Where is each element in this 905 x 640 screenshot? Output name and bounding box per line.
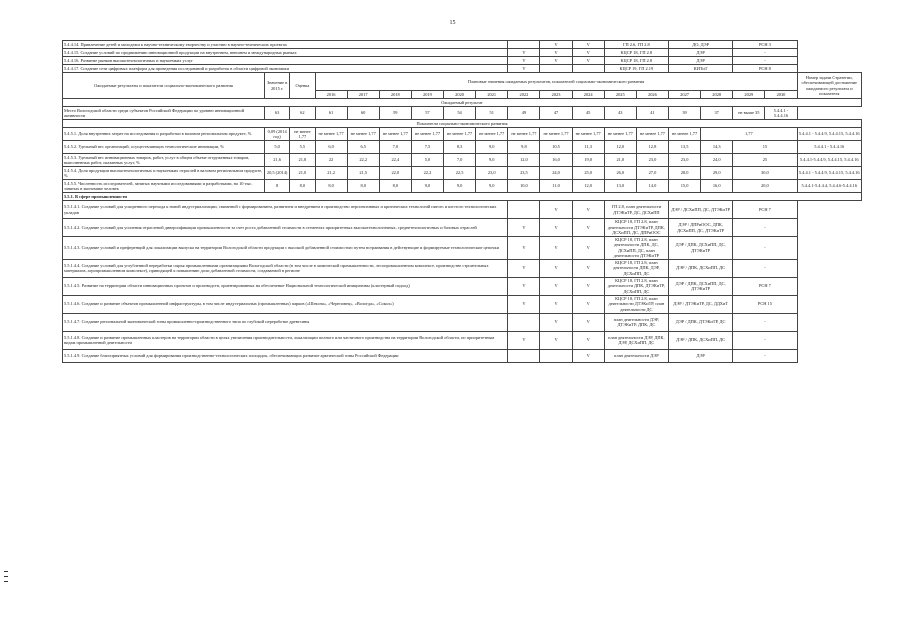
margin-mark <box>4 581 8 582</box>
instrument-docs: КЦСР 18, ГП 2.8, план деятельности ДТЭКиТР, ДПК, ДСХиПП, ДС, ДПРиООС <box>604 219 668 237</box>
section-expected-result: Ожидаемый результат <box>63 99 862 107</box>
header-estimate: Оценка <box>290 73 315 99</box>
year-value: 13,5 <box>669 141 701 154</box>
table-row <box>63 201 862 219</box>
period-2-mark: V <box>540 41 572 49</box>
year-value: 54 <box>444 107 476 120</box>
year-2029: 2029 <box>733 91 765 99</box>
year-value: 10,0 <box>508 180 540 193</box>
period-1-mark <box>508 349 540 362</box>
period-2-mark <box>540 65 572 73</box>
year-value: 51 <box>476 107 508 120</box>
year-value: 23,0 <box>669 154 701 167</box>
year-2019: 2019 <box>411 91 443 99</box>
year-value: 23,0 <box>476 167 508 180</box>
responsible-bodies: КИТиТ <box>669 65 733 73</box>
year-value: 7,5 <box>411 141 443 154</box>
pcn-code: РСН 3 <box>733 41 797 49</box>
year-value: 60 <box>347 107 379 120</box>
table-row <box>63 295 862 313</box>
pcn-code: РСН 8 <box>733 65 797 73</box>
period-2-mark: V <box>540 313 572 331</box>
value-estimate: 5,5 <box>290 141 315 154</box>
year-value: 59 <box>379 107 411 120</box>
year-value: 61 <box>315 107 347 120</box>
pcn-code: РСН 7 <box>733 201 797 219</box>
period-1-mark: V <box>508 331 540 349</box>
year-value: 30,0 <box>733 167 797 180</box>
year-value: не менее 1,77 <box>476 128 508 141</box>
year-value: 37 <box>701 107 733 120</box>
year-value: 12,0 <box>508 154 540 167</box>
year-value: 9,8 <box>508 141 540 154</box>
action-text: 5.5.1.4.5. Развитие на территории области инновационных проектов и производств, ориентированных на обеспечение Национальной технологической инициативы (кластерный подход) <box>63 277 508 295</box>
year-2021: 2021 <box>476 91 508 99</box>
year-value: 22,4 <box>379 154 411 167</box>
value-estimate: 21,8 <box>290 154 315 167</box>
table-row <box>63 141 862 154</box>
year-value: 25,0 <box>572 167 604 180</box>
header-task-numbers: Номер задачи Стратегии, обеспечивающей достижение ожидаемого результата и показателя <box>797 73 861 99</box>
year-value: 9,0 <box>444 180 476 193</box>
year-value: 15,0 <box>669 180 701 193</box>
year-value: 7,0 <box>379 141 411 154</box>
table-row <box>63 219 862 237</box>
table-row <box>63 49 862 57</box>
year-value: 27,0 <box>636 167 668 180</box>
section-row <box>63 120 862 128</box>
responsible-bodies: ДЭР / ДПК, ДСХиПП, ДС, ДТЭКиТР <box>669 237 733 260</box>
header-main-values: Плановые значения ожидаемых результатов, показателей социально-экономического развития <box>315 73 797 91</box>
year-value: 15 <box>733 141 797 154</box>
year-value: 29,0 <box>701 167 733 180</box>
period-3-mark: V <box>572 237 604 260</box>
year-value: 12,0 <box>572 180 604 193</box>
instrument-docs: ГП 2.6, ГП 2.8 <box>604 41 668 49</box>
year-value: 23,0 <box>636 154 668 167</box>
table-row <box>63 41 862 49</box>
value-2015: 0,09 (2014 год) <box>265 128 290 141</box>
period-1-mark: V <box>508 295 540 313</box>
period-2-mark: V <box>540 295 572 313</box>
period-3-mark: V <box>572 49 604 57</box>
action-text: 5.4.4.17. Создание сети цифровых платформ для проведения исследований и разработок в области цифровой экономики <box>63 65 508 73</box>
action-text: 5.5.1.4.8. Создание и развитие промышленных кластеров на территории области в целях увеличения производительности, локализации полного или частичного производства на территории Вологодской области, по приоритетным видам промышленной деятельности <box>63 331 508 349</box>
year-value: 24,0 <box>701 154 733 167</box>
table-row <box>63 180 862 193</box>
period-1-mark: V <box>508 57 540 65</box>
year-value: не менее 1,77 <box>347 128 379 141</box>
year-2027: 2027 <box>669 91 701 99</box>
period-2-mark: V <box>540 331 572 349</box>
year-value: не менее 1,77 <box>604 128 636 141</box>
indicator-label: 5.4.5.1. Доля внутренних затрат на исследования и разработки в валовом региональном продукте, % <box>63 128 265 141</box>
responsible-bodies: ДЭР / ДПК, ДТЭКиТР, ДС <box>669 313 733 331</box>
task-numbers: 5.4.4.1 - 5.4.4.9, 5.4.4.15, 5.4.4.16 <box>797 167 861 180</box>
action-text: 5.4.4.15. Создание условий по продвижению инновационной продукции на внутреннем, внешнем и международных рынках <box>63 49 508 57</box>
year-value: 22,0 <box>379 167 411 180</box>
year-value: 47 <box>540 107 572 120</box>
table-row <box>63 128 862 141</box>
instrument-docs: КЦСР 18, ГП 2.8 <box>604 49 668 57</box>
instrument-docs: КЦСР 18, ГП 2.8, план деятельности ДТЭКиТР, план деятельности ДС <box>604 295 668 313</box>
period-3-mark: V <box>572 41 604 49</box>
section-industry: 5.5.1. В сфере промышленности <box>63 193 862 201</box>
year-value: 10,5 <box>540 141 572 154</box>
year-2024: 2024 <box>572 91 604 99</box>
period-3-mark: V <box>572 295 604 313</box>
instrument-docs: план деятельности ДЭР <box>604 349 668 362</box>
pcn-code: - <box>733 219 797 237</box>
year-value: 22 <box>315 154 347 167</box>
year-value: 9,0 <box>476 141 508 154</box>
year-value: не менее 1,77 <box>508 128 540 141</box>
table-row <box>63 349 862 362</box>
responsible-bodies: ДЭР / ДСХиПП, ДС, ДТЭКиТР <box>669 201 733 219</box>
document-sheet <box>62 40 862 363</box>
table-row <box>63 313 862 331</box>
period-1-mark: V <box>508 65 540 73</box>
year-value: 39 <box>669 107 701 120</box>
value-estimate: 8,0 <box>290 180 315 193</box>
header-value-2015: Значение в 2015 г. <box>265 73 290 99</box>
year-value: 26,0 <box>604 167 636 180</box>
year-value: 14,0 <box>636 180 668 193</box>
year-value: 16,0 <box>540 154 572 167</box>
year-2025: 2025 <box>604 91 636 99</box>
responsible-bodies: ДЭР / ДПК, ДСХиПП, ДС <box>669 259 733 277</box>
pcn-code: - <box>733 349 797 362</box>
year-value: 23,5 <box>508 167 540 180</box>
margin-mark <box>4 576 8 577</box>
period-3-mark: V <box>572 201 604 219</box>
value-2015: 63 <box>265 107 290 120</box>
year-value: 57 <box>411 107 443 120</box>
period-3-mark: V <box>572 313 604 331</box>
year-2028: 2028 <box>701 91 733 99</box>
value-estimate: не менее 1,77 <box>290 128 315 141</box>
period-1-mark: V <box>508 277 540 295</box>
section-indicators: Показатели социально-экономического развития <box>63 120 862 128</box>
year-value: 8,0 <box>379 180 411 193</box>
year-value: 21,5 <box>347 167 379 180</box>
year-value: 11,0 <box>540 180 572 193</box>
responsible-bodies: ДЭР <box>669 49 733 57</box>
year-2030: 2030 <box>765 91 797 99</box>
period-2-mark: V <box>540 57 572 65</box>
period-1-mark: V <box>508 237 540 260</box>
year-value: не менее 1,77 <box>315 128 347 141</box>
task-numbers: 5.4.4.1 - 5.4.4.16 <box>797 141 861 154</box>
table-row <box>63 65 862 73</box>
period-1-mark: V <box>508 49 540 57</box>
responsible-bodies: ДО, ДЭР <box>669 41 733 49</box>
year-2023: 2023 <box>540 91 572 99</box>
pcn-code: РСН 7 <box>733 277 797 295</box>
year-value: не менее 1,77 <box>540 128 572 141</box>
value-estimate: 21,0 <box>290 167 315 180</box>
table-row <box>63 259 862 277</box>
instrument-docs: план деятельности ДЭР, ДТЭКиТР, ДПК, ДС <box>604 313 668 331</box>
action-text: 5.5.1.4.6. Создание и развитие объектов промышленной инфраструктуры, в том числе индустриальных (промышленных) парков («Шексна», «Череповец», «Вологда», «Сокол») <box>63 295 508 313</box>
period-2-mark: V <box>540 49 572 57</box>
year-value: 9,0 <box>476 154 508 167</box>
period-2-mark: V <box>540 259 572 277</box>
year-value: 11,3 <box>572 141 604 154</box>
instrument-docs: КЦСР 18, ГП 2.8, план деятельности ДПК, ДЭР, ДСХиПП, ДС <box>604 259 668 277</box>
year-value: 6,5 <box>347 141 379 154</box>
year-value: не менее 1,77 <box>572 128 604 141</box>
task-numbers: 5.4.4.1-5.4.4.4, 5.4.4.6-5.4.4.16 <box>797 180 861 193</box>
pcn-code: - <box>733 237 797 260</box>
year-value: 9,0 <box>476 180 508 193</box>
year-value: 16,0 <box>701 180 733 193</box>
page-number: 15 <box>449 20 456 26</box>
table-row <box>63 237 862 260</box>
pcn-code: РСН 15 <box>733 295 797 313</box>
indicator-label: 5.4.5.5. Численность исследователей, занятых научными исследованиями и разработками, на 10 тыс. занятых в экономике человек <box>63 180 265 193</box>
responsible-bodies: ДЭР / ДПК, ДСХиПП, ДС, ДТЭКиТР <box>669 277 733 295</box>
year-value: 12,0 <box>604 141 636 154</box>
indicator-label: 5.4.5.3. Удельный вес инновационных товаров, работ, услуг в общем объеме отгруженных товаров, выполненных работ, оказанных услуг, % <box>63 154 265 167</box>
period-3-mark: V <box>572 349 604 362</box>
period-3-mark <box>572 65 604 73</box>
table-row <box>63 154 862 167</box>
period-2-mark: V <box>540 237 572 260</box>
period-3-mark: V <box>572 331 604 349</box>
indicator-label: 5.4.5.2. Удельный вес организаций, осуществляющих технологические инновации, % <box>63 141 265 154</box>
action-text: 5.5.1.4.7. Создание региональной экономической зоны промышленно-производственного типа по глубокой переработке древесины <box>63 313 508 331</box>
action-text: 5.4.4.16. Развитие рынков высокотехнологичных и наукоемких услуг <box>63 57 508 65</box>
period-1-mark <box>508 201 540 219</box>
table-row <box>63 107 862 120</box>
year-value: 25 <box>733 154 797 167</box>
period-1-mark <box>508 41 540 49</box>
instrument-docs: КЦСР 18, ГП 2.8, план деятельности ДПК, ДС, ДСХиПП, ДС, план деятельности ДТЭКиТР <box>604 237 668 260</box>
year-value: 19,0 <box>572 154 604 167</box>
period-2-mark: V <box>540 219 572 237</box>
section-row <box>63 193 862 201</box>
period-1-mark: V <box>508 259 540 277</box>
year-value: 21,0 <box>604 154 636 167</box>
year-value: 22,2 <box>411 167 443 180</box>
table-row <box>63 331 862 349</box>
year-value: 8,0 <box>315 180 347 193</box>
period-1-mark: V <box>508 219 540 237</box>
responsible-bodies: ДЭР <box>669 57 733 65</box>
year-2020: 2020 <box>444 91 476 99</box>
period-3-mark: V <box>572 277 604 295</box>
year-value: 22,2 <box>347 154 379 167</box>
year-value: не менее 1,77 <box>379 128 411 141</box>
indicator-label: Место Вологодской области среди субъектов Российской Федерации по уровню инновационной активности <box>63 107 265 120</box>
period-3-mark: V <box>572 259 604 277</box>
year-value: 20,0 <box>733 180 797 193</box>
year-value: не менее 1,77 <box>444 128 476 141</box>
year-value: 13,0 <box>604 180 636 193</box>
pcn-code: - <box>733 49 797 57</box>
period-1-mark <box>508 313 540 331</box>
table-row <box>63 277 862 295</box>
task-numbers: 5.4.4.1 - 5.4.4.16 <box>765 107 797 120</box>
margin-mark <box>4 571 8 572</box>
action-text: 5.5.1.4.4. Создание условий для углубленной переработки сырья промышленными организациями Вологодской области (в том числе в химической промышленности, лесопромышленном комплексе, производстве строительных материалов, агропромышленном комплексе), приводящей к повышению доли добавленной стоимости, создаваемой в регионе <box>63 259 508 277</box>
action-text: 5.5.1.4.3. Создание условий и преференций для локализации выпуска на территории Вологодской области продукции с высокой добавленной стоимостью путем встраивания в действующие и формируемые технологические цепочки <box>63 237 508 260</box>
year-value: 43 <box>604 107 636 120</box>
period-2-mark: V <box>540 201 572 219</box>
year-value: 14,3 <box>701 141 733 154</box>
year-2018: 2018 <box>379 91 411 99</box>
year-value: 49 <box>508 107 540 120</box>
responsible-bodies: ДЭР / ДПК, ДСХиПП, ДС <box>669 331 733 349</box>
instrument-docs: план деятельности ДЭР, ДПК, ДЭР, ДСХиПП, ДС <box>604 331 668 349</box>
year-value: не менее 1,77 <box>669 128 701 141</box>
indicator-label: 5.4.5.4. Доля продукции высокотехнологичных и наукоемких отраслей в валовом региональном продукте, % <box>63 167 265 180</box>
action-text: 5.5.1.4.2. Создание условий для усиления отраслевой диверсификации промышленности за счет роста добавленной стоимости в сегментах приоритетных высокотехнологичных, среднетехнологичных и базовых отраслей <box>63 219 508 237</box>
responsible-bodies: ДЭР / ДТЭКиТР, ДС, ДДХиТ <box>669 295 733 313</box>
year-value: 22,5 <box>444 167 476 180</box>
action-text: 5.5.1.4.1. Создание условий для ускоренного перехода к новой индустриализации, связанной с формированием, развитием и внедрением в производство перспективных и критических технологий пятого и шестого технологических укладов <box>63 201 508 219</box>
year-value: 45 <box>572 107 604 120</box>
value-2015: 8 <box>265 180 290 193</box>
responsible-bodies: ДЭР <box>669 349 733 362</box>
value-2015: 21,6 <box>265 154 290 167</box>
year-2016: 2016 <box>315 91 347 99</box>
table-row <box>63 57 862 65</box>
pcn-code: - <box>733 259 797 277</box>
period-3-mark: V <box>572 219 604 237</box>
year-value: не выше 35 <box>733 107 765 120</box>
year-2017: 2017 <box>347 91 379 99</box>
instrument-docs: КЦСР 19, ГП 2.19 <box>604 65 668 73</box>
instrument-docs: ГП 2.8, план деятельности ДТЭКиТР, ДС, ДСХиПП <box>604 201 668 219</box>
instrument-docs: КЦСР 18, ГП 2.8 <box>604 57 668 65</box>
year-value: 8,0 <box>347 180 379 193</box>
value-2015: 20,5 (2014) <box>265 167 290 180</box>
header-expected-results: Ожидаемые результаты и показатели социально-экономического развития <box>63 73 265 99</box>
year-2022: 2022 <box>508 91 540 99</box>
value-2015: 5,0 <box>265 141 290 154</box>
period-3-mark: V <box>572 57 604 65</box>
period-2-mark: V <box>540 277 572 295</box>
year-value: 8,3 <box>444 141 476 154</box>
year-value: не менее 1,77 <box>636 128 668 141</box>
year-2026: 2026 <box>636 91 668 99</box>
year-value: 28,0 <box>669 167 701 180</box>
year-value: не менее 1,77 <box>411 128 443 141</box>
task-numbers: 5.4.4.1 - 5.4.4.9, 5.4.4.15, 5.4.4.16 <box>797 128 861 141</box>
section-row <box>63 99 862 107</box>
instrument-docs: КЦСР 18, ГП 2.8, план деятельности ДПК, ДТЭКиТР, ДСХиПП, ДС <box>604 277 668 295</box>
pcn-code: - <box>733 331 797 349</box>
year-value: 12,8 <box>636 141 668 154</box>
pcn-code: - <box>733 57 797 65</box>
year-value: 6,0 <box>315 141 347 154</box>
year-value: 1,77 <box>701 128 797 141</box>
period-2-mark <box>540 349 572 362</box>
strategy-table <box>62 40 862 363</box>
action-text: 5.5.1.4.9. Создание благоприятных условий для формирования производственно-технологических площадок, обеспечивающих развитие арктической зоны Российской Федерации <box>63 349 508 362</box>
year-value: 41 <box>636 107 668 120</box>
task-numbers: 5.4.4.1-5.4.4.9, 5.4.4.15, 5.4.4.16 <box>797 154 861 167</box>
value-estimate: 62 <box>290 107 315 120</box>
pcn-code: - <box>733 313 797 331</box>
table-row <box>63 167 862 180</box>
year-value: 9,0 <box>411 180 443 193</box>
action-text: 5.4.4.14. Привлечение детей и молодежи к научно-техническому творчеству и участию в научно-технических проектах <box>63 41 508 49</box>
year-value: 7,0 <box>444 154 476 167</box>
year-value: 21,2 <box>315 167 347 180</box>
year-value: 5,0 <box>411 154 443 167</box>
header-row <box>63 73 862 91</box>
year-value: 24,0 <box>540 167 572 180</box>
responsible-bodies: ДЭР / ДПРиООС, ДПК, ДСХиПП, ДС, ДТЭКиТР <box>669 219 733 237</box>
